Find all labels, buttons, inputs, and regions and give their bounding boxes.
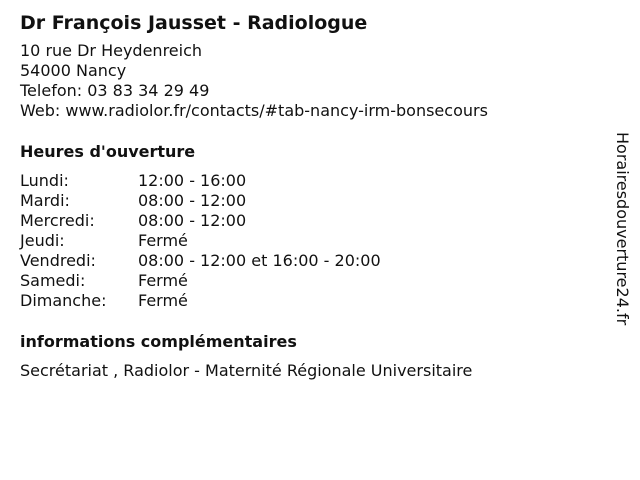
- content: [20, 10, 590, 381]
- day-hours: 12:00 - 16:00: [138, 171, 247, 190]
- website-link[interactable]: Web: www.radiolor.fr/contacts/#tab-nancy-irm-bonsecours: [20, 101, 488, 120]
- address-street: 10 rue Dr Heydenreich: [20, 41, 203, 60]
- hours-row-friday: [20, 251, 590, 271]
- day-label: Lundi:: [20, 171, 69, 190]
- day-hours: 08:00 - 12:00 et 16:00 - 20:00: [138, 251, 381, 270]
- phone-number: Telefon: 03 83 34 29 49: [20, 81, 210, 100]
- day-hours: Fermé: [138, 231, 188, 250]
- page-title: Dr François Jausset - Radiologue: [20, 12, 368, 34]
- day-label: Vendredi:: [20, 251, 96, 270]
- day-hours: 08:00 - 12:00: [138, 191, 247, 210]
- hours-row-tuesday: [20, 191, 590, 211]
- day-hours: 08:00 - 12:00: [138, 211, 247, 230]
- info-heading: informations complémentaires: [20, 332, 297, 351]
- hours-row-sunday: [20, 291, 590, 311]
- hours-row-monday: [20, 171, 590, 191]
- day-label: Jeudi:: [20, 231, 65, 250]
- day-hours: Fermé: [138, 291, 188, 310]
- day-label: Mardi:: [20, 191, 70, 210]
- hours-heading: Heures d'ouverture: [20, 142, 196, 161]
- brand-watermark: [611, 132, 635, 372]
- day-label: Dimanche:: [20, 291, 107, 310]
- address-city: 54000 Nancy: [20, 61, 127, 80]
- day-label: Samedi:: [20, 271, 86, 290]
- info-text: Secrétariat , Radiolor - Maternité Régionale Universitaire: [20, 361, 473, 380]
- hours-row-wednesday: [20, 211, 590, 231]
- day-label: Mercredi:: [20, 211, 95, 230]
- hours-row-thursday: [20, 231, 590, 251]
- brand-text: Horairesdouverture24.fr: [613, 132, 632, 326]
- hours-table: [20, 171, 590, 311]
- hours-row-saturday: [20, 271, 590, 291]
- day-hours: Fermé: [138, 271, 188, 290]
